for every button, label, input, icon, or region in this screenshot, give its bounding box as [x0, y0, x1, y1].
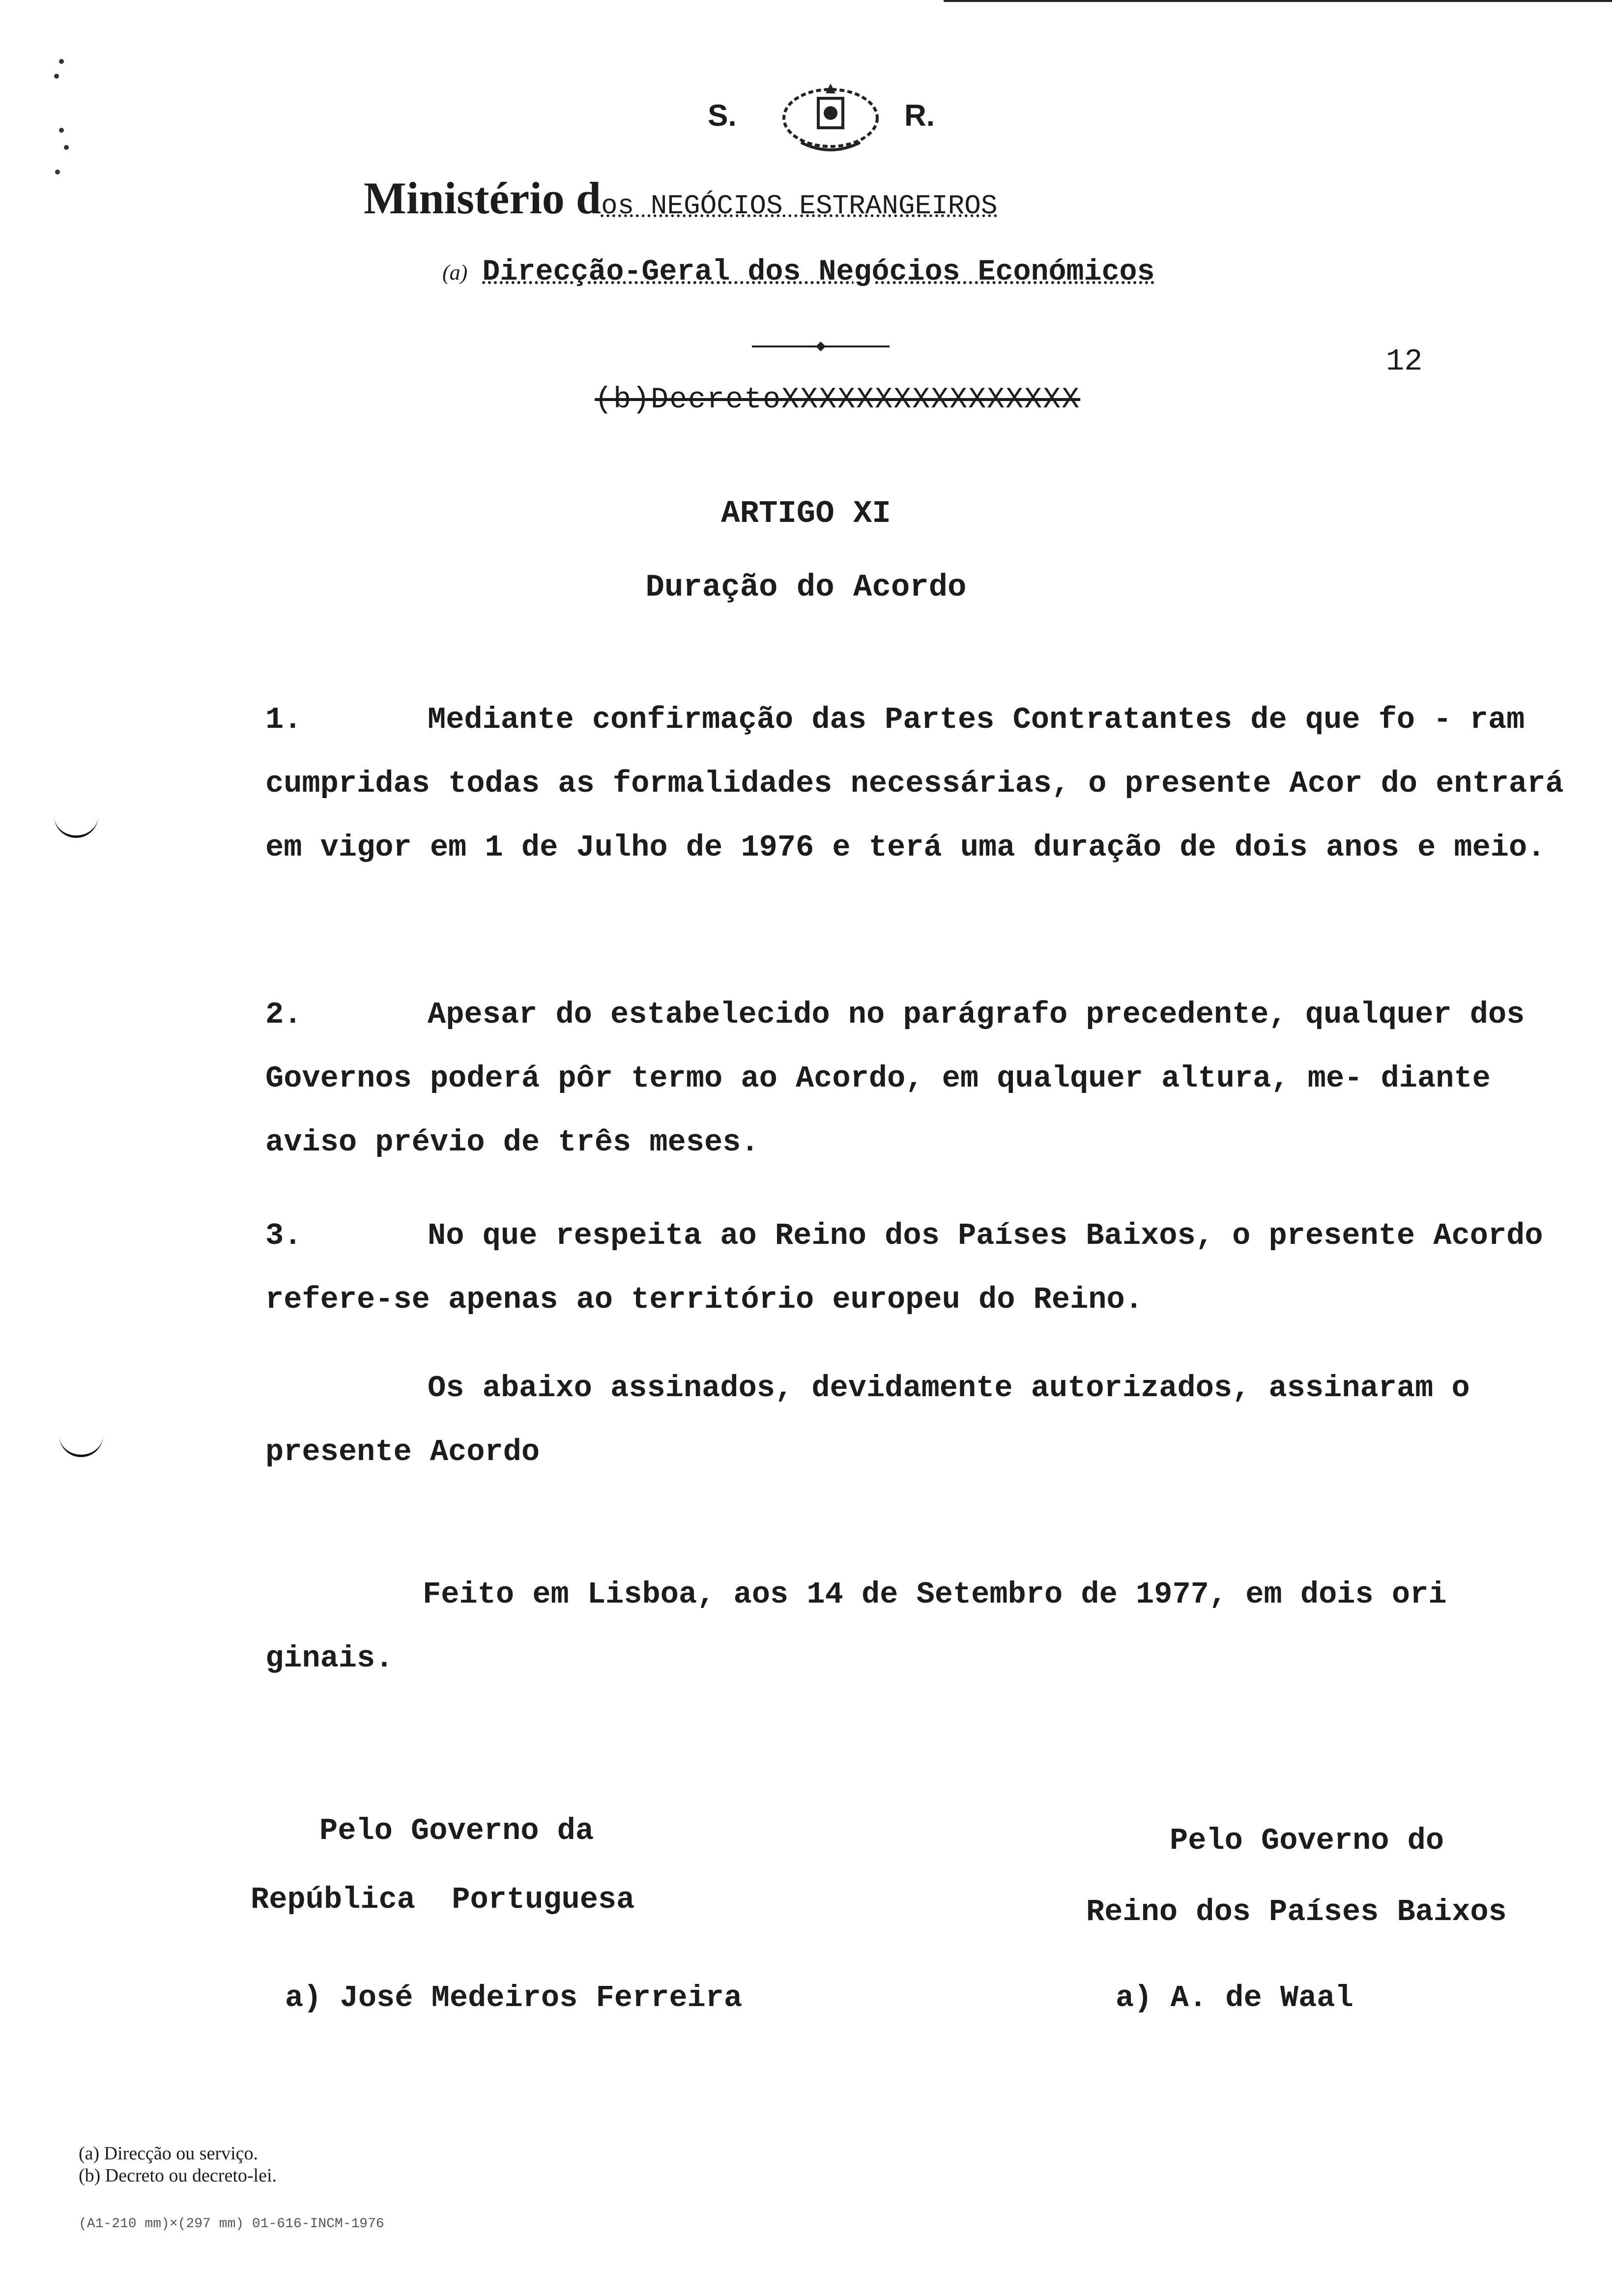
divider-ornament-icon — [747, 339, 894, 354]
paragraph-2-number: 2. — [265, 997, 302, 1032]
margin-mark-arc — [54, 816, 98, 838]
letterhead-s: S. — [708, 99, 737, 133]
ministry-heading — [364, 172, 1288, 231]
right-signature-line-1: Pelo Governo do — [1170, 1823, 1444, 1858]
paragraph-2 — [265, 983, 1573, 1175]
footnote-b: (b) Decreto ou decreto-lei. — [79, 2165, 277, 2186]
left-signature-line-2: República Portuguesa — [251, 1882, 635, 1917]
left-signature-line-1: Pelo Governo da — [319, 1813, 594, 1848]
article-subtitle: Duração do Acordo — [645, 570, 967, 605]
margin-punch-marks — [49, 59, 79, 197]
paragraph-2-text: Apesar do estabelecido no parágrafo precedente, qualquer dos Governos poderá pôr termo ao Acordo, em qualquer altura, me- diante aviso prévio de três meses. — [265, 997, 1525, 1160]
struck-out-decreto-line: (b)DecretoXXXXXXXXXXXXXXXX — [595, 383, 1081, 417]
right-signer-name: a) A. de Waal — [1116, 1980, 1353, 2015]
paragraph-1 — [265, 688, 1573, 880]
left-signer-name: a) José Medeiros Ferreira — [285, 1980, 743, 2015]
signatories-statement: Os abaixo assinados, devidamente autorizados, assinaram o presente Acordo — [265, 1371, 1470, 1469]
paragraph-3-text: No que respeita ao Reino dos Países Baixos, o presente Acordo refere-se apenas ao território europeu do Reino. — [265, 1218, 1543, 1317]
print-reference: (A1-210 mm)×(297 mm) 01-616-INCM-1976 — [79, 2216, 384, 2232]
paragraph-1-number: 1. — [265, 702, 302, 737]
place-date-statement: Feito em Lisboa, aos 14 de Setembro de 1977, em dois ori ginais. — [265, 1577, 1447, 1676]
direccao-footnote-mark: (a) — [442, 260, 468, 285]
direccao-text: Direcção-Geral dos Negócios Económicos — [482, 256, 1155, 289]
page-number: 12 — [1386, 344, 1423, 379]
footnote-a: (a) Direcção ou serviço. — [79, 2143, 259, 2164]
paragraph-3 — [265, 1204, 1573, 1332]
direccao-line — [442, 256, 1327, 305]
letterhead-r: R. — [904, 99, 935, 133]
coat-of-arms-icon — [772, 79, 890, 157]
right-signature-line-2: Reino dos Países Baixos — [1086, 1894, 1507, 1929]
paragraph-1-text: Mediante confirmação das Partes Contratantes de que fo - ram cumpridas todas as formalidades necessárias, o presente Acor do entrará em vigor em 1 de Julho de 1976 e terá uma duração de dois anos e meio. — [265, 702, 1564, 865]
letterhead-sr — [708, 79, 953, 162]
article-title: ARTIGO XI — [721, 496, 891, 532]
margin-mark-arc — [59, 1435, 103, 1457]
paragraph-3-number: 3. — [265, 1218, 302, 1253]
ministry-script-text: Ministério d — [364, 173, 601, 223]
ministry-typed-text: os NEGÓCIOS ESTRANGEIROS — [601, 190, 998, 222]
top-border-line — [944, 0, 1612, 2]
